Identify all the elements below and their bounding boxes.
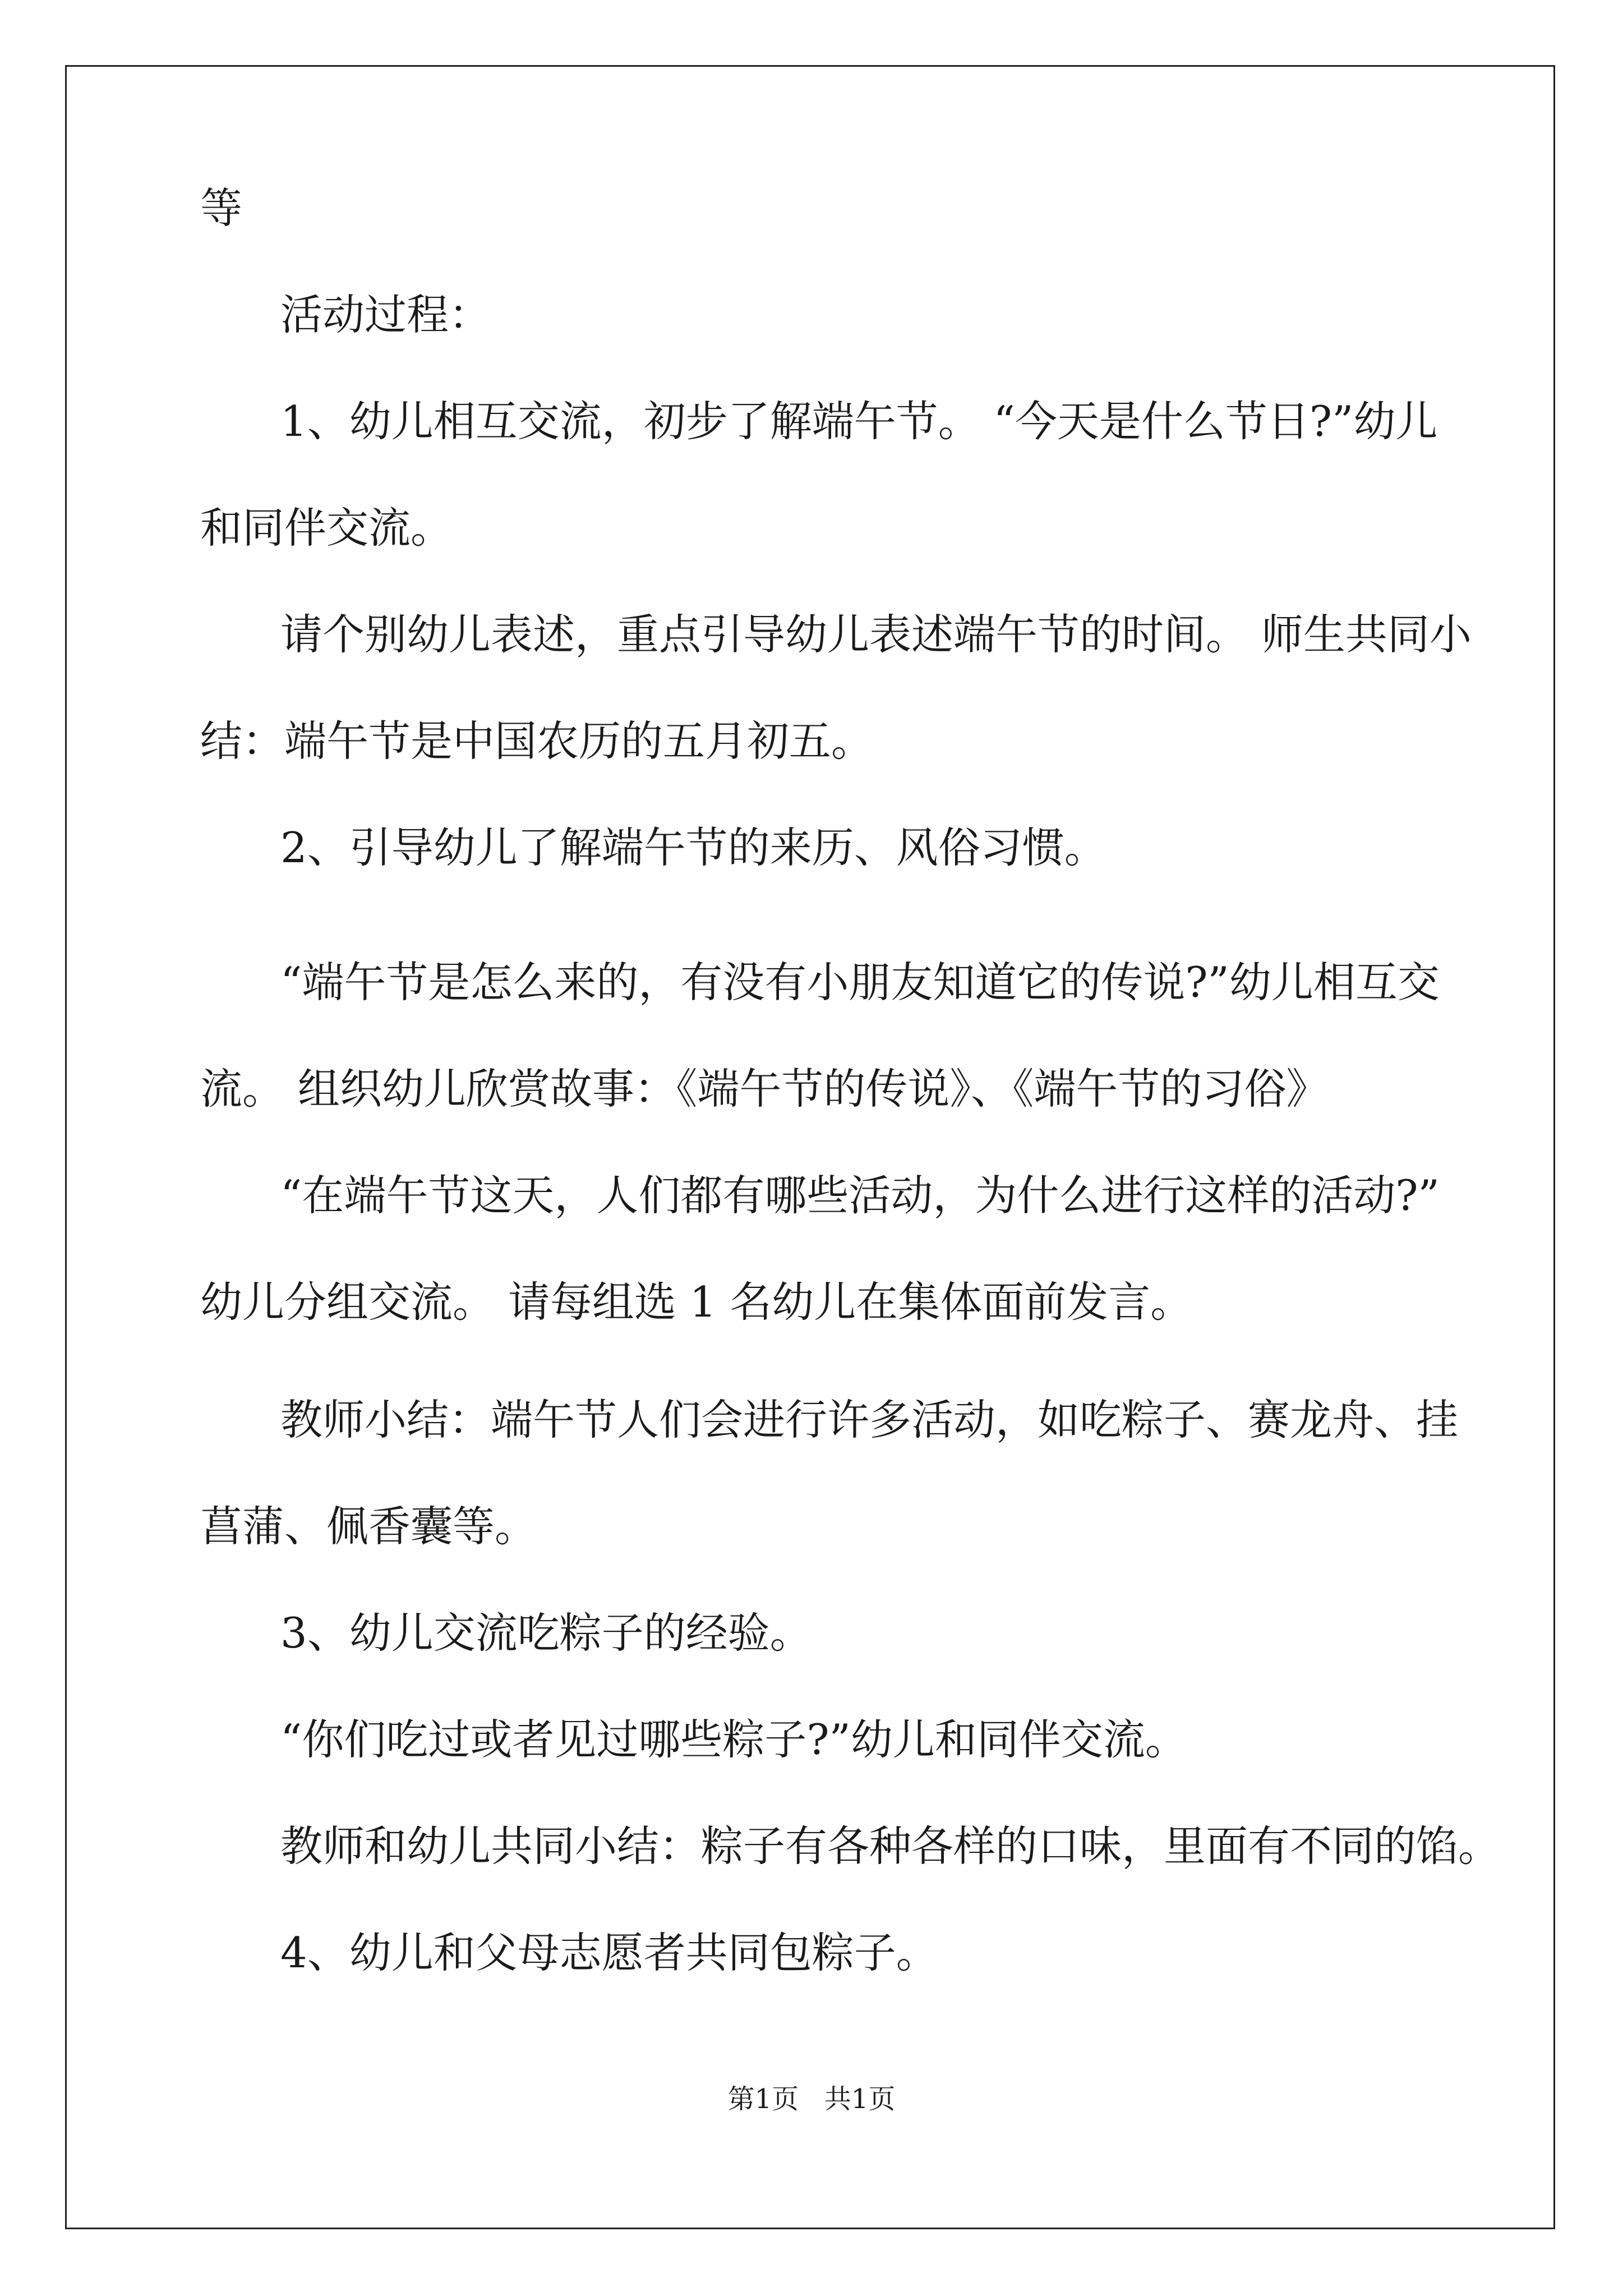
text-line-1: 等 xyxy=(200,183,243,233)
text-line-16: 教师和幼儿共同小结：粽子有各种各样的口味，里面有不同的馅。 xyxy=(280,1821,1501,1871)
text-line-14: 3、幼儿交流吃粽子的经验。 xyxy=(280,1608,812,1658)
text-line-12: 教师小结：端午节人们会进行许多活动，如吃粽子、赛龙舟、挂 xyxy=(280,1395,1459,1444)
text-line-10: “在端午节这天，人们都有哪些活动，为什么进行这样的活动?” xyxy=(280,1171,1440,1220)
text-line-7: 2、引导幼儿了解端午节的来历、风俗习惯。 xyxy=(280,823,1106,872)
page-border xyxy=(65,65,1555,2229)
text-line-15: “你们吃过或者见过哪些粽子?”幼儿和同伴交流。 xyxy=(280,1715,1187,1764)
text-line-6: 结：端午节是中国农历的五月初五。 xyxy=(200,716,874,766)
text-line-8: “端午节是怎么来的，有没有小朋友知道它的传说?”幼儿相互交 xyxy=(280,958,1440,1007)
text-line-11: 幼儿分组交流。 请每组选 1 名幼儿在集体面前发言。 xyxy=(200,1277,1193,1327)
text-line-9: 流。 组织幼儿欣赏故事：《端午节的传说》、《端午节的习俗》 xyxy=(200,1064,1329,1114)
text-line-3: 1、幼儿相互交流，初步了解端午节。 “今天是什么节日?”幼儿 xyxy=(280,397,1438,446)
text-line-4: 和同伴交流。 xyxy=(200,503,453,553)
text-line-13: 菖蒲、佩香囊等。 xyxy=(200,1502,537,1551)
text-line-5: 请个别幼儿表述，重点引导幼儿表述端午节的时间。 师生共同小 xyxy=(280,610,1472,659)
page-footer: 第1页 共1页 xyxy=(727,2083,896,2115)
text-line-2: 活动过程： xyxy=(280,290,491,339)
text-line-17: 4、幼儿和父母志愿者共同包粽子。 xyxy=(280,1928,938,1977)
